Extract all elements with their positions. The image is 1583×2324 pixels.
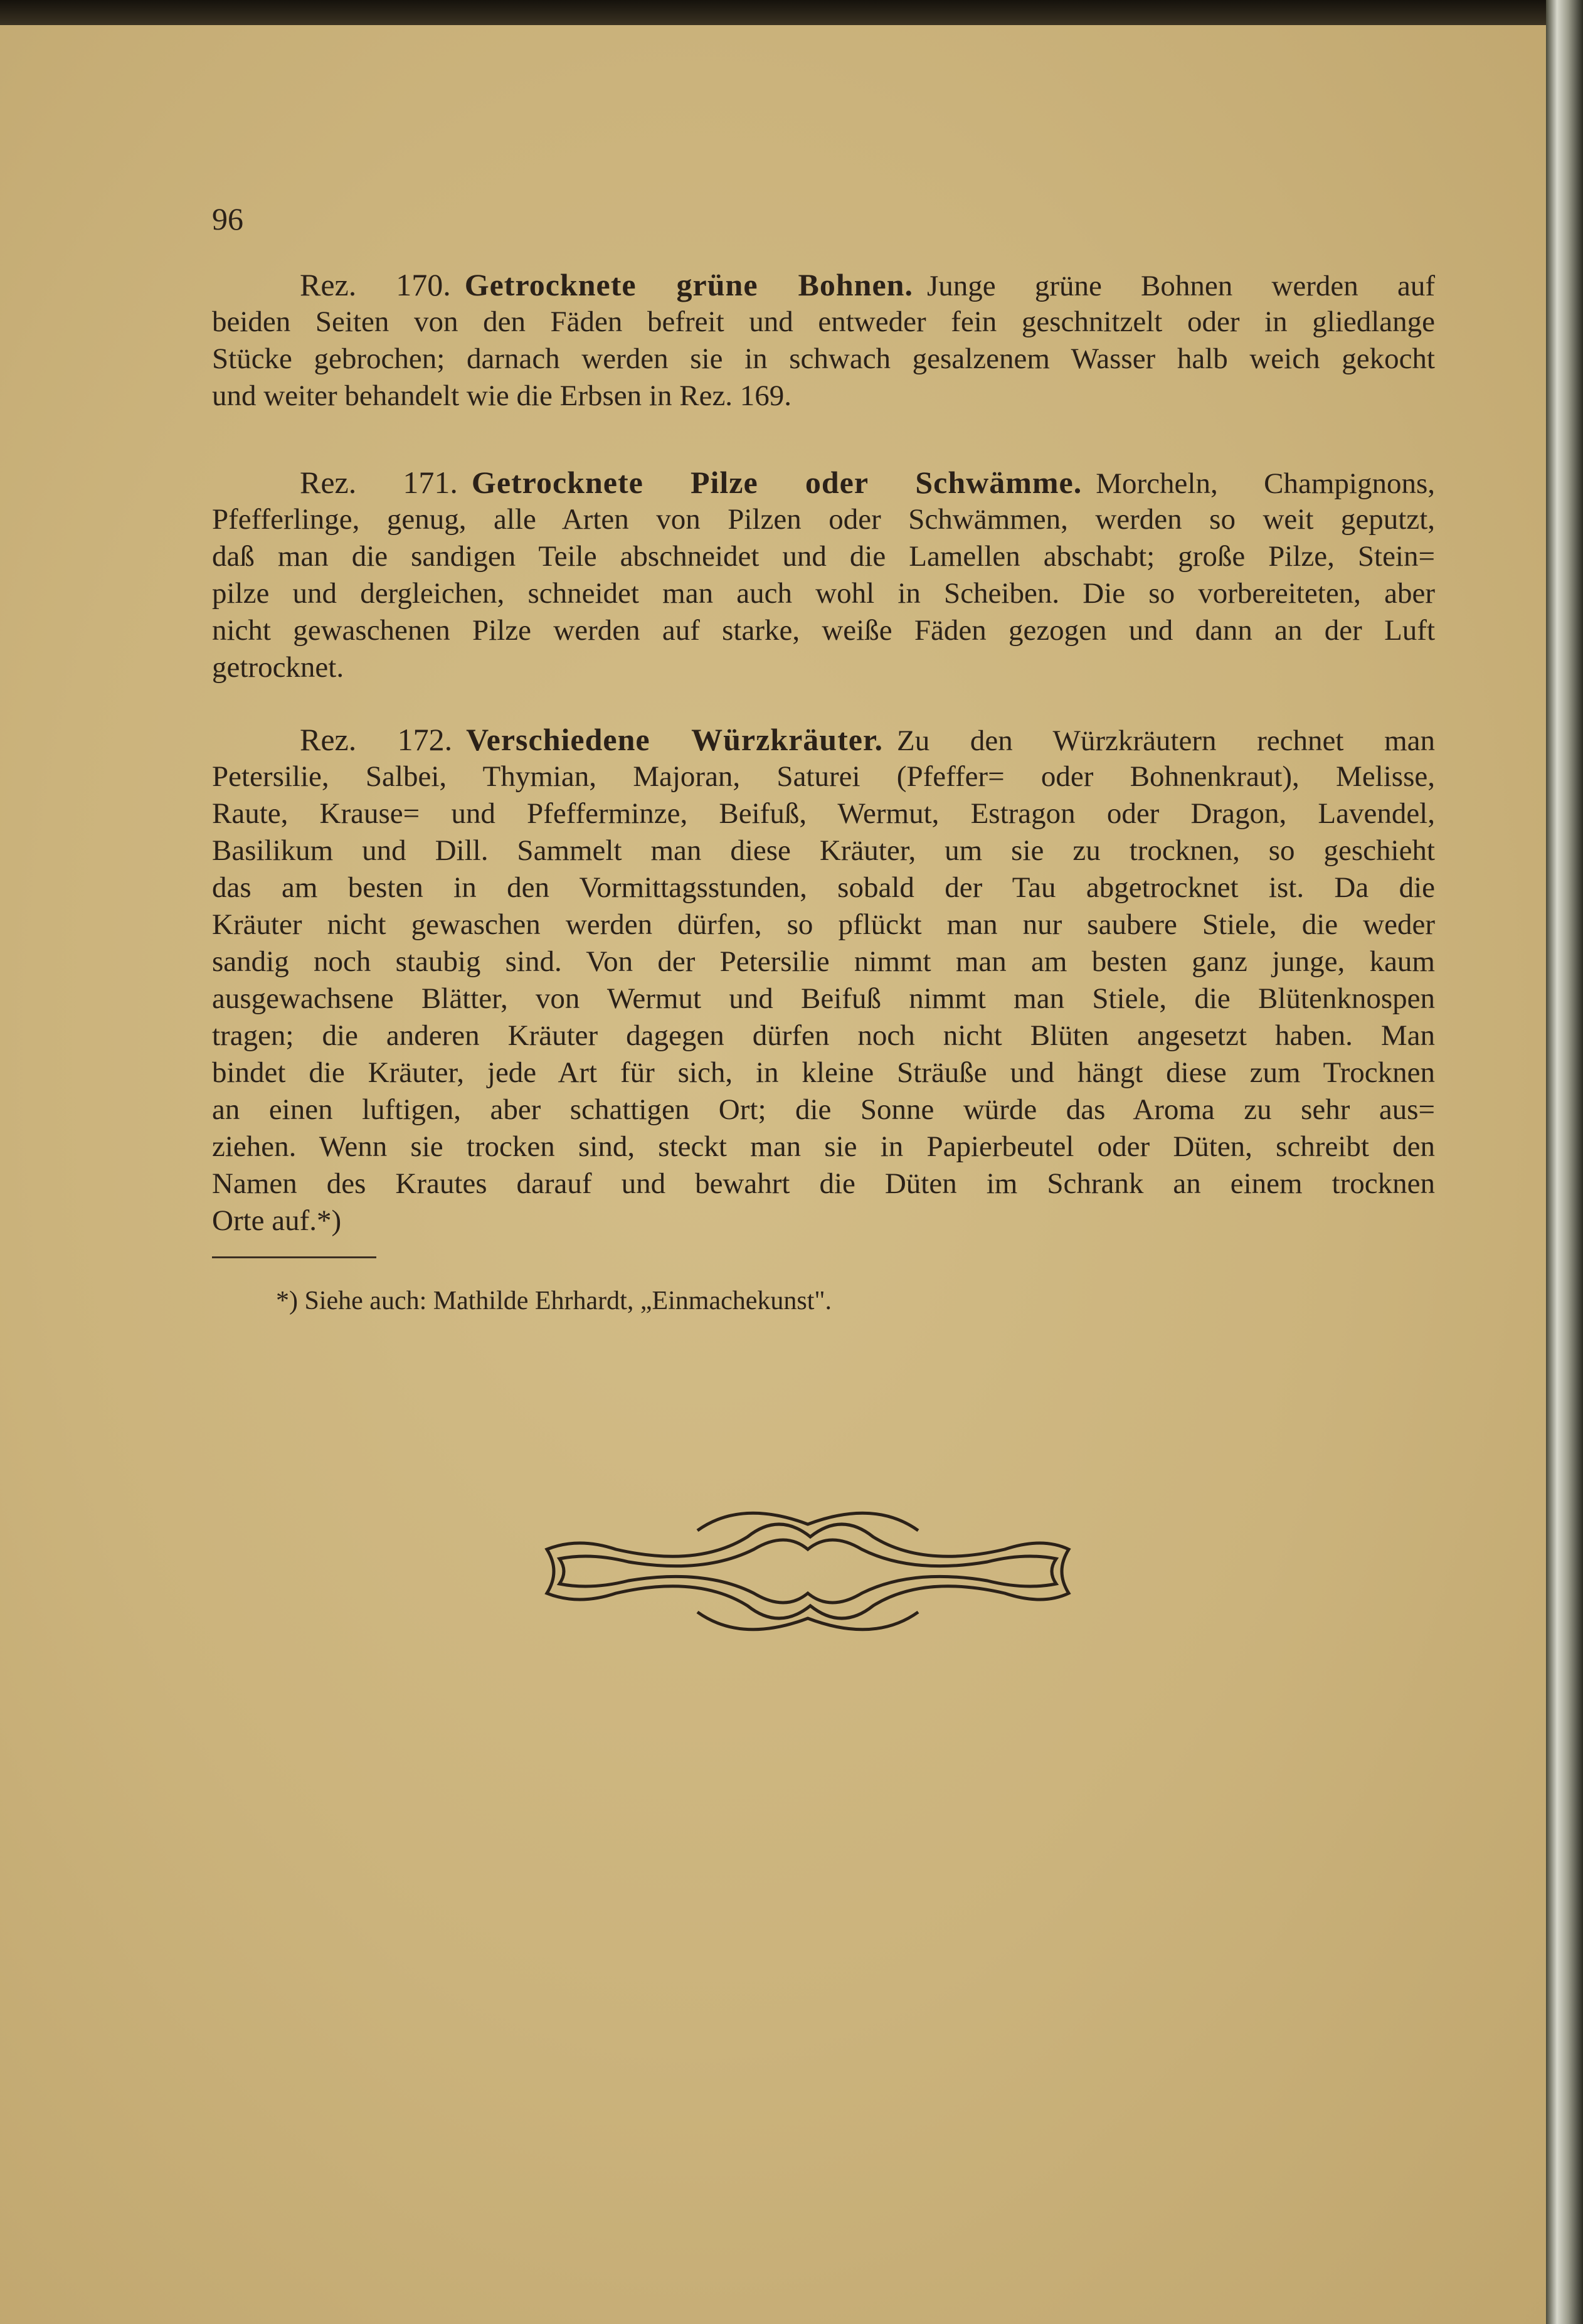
line-text: das am besten in den Vormittagsstunden, sobald der Tau abgetrocknet ist. Da die (212, 871, 1435, 904)
recipe-title: Verschiedene Würzkräuter. (466, 722, 884, 757)
text-line (212, 1017, 1435, 1054)
line-text: Orte auf.*) (212, 1204, 342, 1237)
line-text: Namen des Krautes darauf und bewahrt die Düten im Schrank an einem trocknen (212, 1167, 1435, 1200)
text-line (212, 575, 1435, 612)
line-text: und weiter behandelt wie die Erbsen in Rez. 169. (212, 379, 792, 412)
recipe-172 (212, 721, 1435, 1239)
footnote-rule (212, 1256, 376, 1258)
recipe-number: Rez. 170. (300, 267, 451, 302)
line-text: Pfefferlinge, genug, alle Arten von Pilzen oder Schwämmen, werden so weit geputzt, (212, 503, 1435, 536)
line-text: tragen; die anderen Kräuter dagegen dürfen noch nicht Blüten angesetzt haben. Man (212, 1019, 1435, 1052)
page-number: 96 (212, 201, 243, 236)
text-line (212, 464, 1435, 501)
recipe-title: Getrocknete grüne Bohnen. (464, 267, 913, 302)
line-text: Raute, Krause= und Pfefferminze, Beifuß, Wermut, Estragon oder Dragon, Lavendel, (212, 797, 1435, 830)
footnote: *) Siehe auch: Mathilde Ehrhardt, „Einmachekunst". (276, 1287, 832, 1315)
text-line (212, 538, 1435, 575)
text-line (212, 1128, 1435, 1165)
line-text: an einen luftigen, aber schattigen Ort; die Sonne würde das Aroma zu sehr aus= (212, 1093, 1435, 1126)
recipe-170 (212, 267, 1435, 415)
line-text: ziehen. Wenn sie trocken sind, steckt man sie in Papierbeutel oder Düten, schreibt den (212, 1130, 1435, 1163)
text-line (212, 1202, 1435, 1239)
line-text: beiden Seiten von den Fäden befreit und entweder fein geschnitzelt oder in gliedlange (212, 305, 1435, 338)
line-text: Basilikum und Dill. Sammelt man diese Kräuter, um sie zu trocknen, so geschieht (212, 834, 1435, 867)
recipe-title: Getrocknete Pilze oder Schwämme. (471, 465, 1083, 500)
text-line (212, 906, 1435, 943)
line-text: Junge grüne Bohnen werden auf (926, 270, 1436, 302)
line-text: Stücke gebrochen; darnach werden sie in schwach gesalzenem Wasser halb weich gekocht (212, 342, 1435, 375)
text-line (212, 612, 1435, 649)
text-line (212, 649, 1435, 686)
line-text: Zu den Würzkräutern rechnet man (897, 724, 1436, 757)
book-edge (1546, 0, 1583, 2324)
line-text: bindet die Kräuter, jede Art für sich, in kleine Sträuße und hängt diese zum Trocknen (212, 1056, 1435, 1089)
text-line (212, 1165, 1435, 1202)
line-text: pilze und dergleichen, schneidet man auch wohl in Scheiben. Die so vorbereiteten, aber (212, 577, 1435, 610)
recipe-number: Rez. 171. (300, 465, 458, 500)
text-line (212, 304, 1435, 341)
line-text: ausgewachsene Blätter, von Wermut und Beifuß nimmt man Stiele, die Blütenknospen (212, 982, 1435, 1015)
text-line (212, 869, 1435, 906)
text-line (212, 721, 1435, 758)
line-text: Morcheln, Champignons, (1096, 467, 1436, 500)
text-line (212, 267, 1435, 304)
text-line (212, 832, 1435, 869)
line-text: daß man die sandigen Teile abschneidet und die Lamellen abschabt; große Pilze, Stein= (212, 540, 1435, 573)
recipe-171 (212, 464, 1435, 686)
text-line (212, 341, 1435, 378)
recipe-number: Rez. 172. (300, 722, 453, 757)
text-line (212, 1091, 1435, 1128)
text-line (212, 795, 1435, 832)
text-line (212, 378, 1435, 415)
text-line (212, 980, 1435, 1017)
line-text: getrocknet. (212, 651, 344, 684)
line-text: nicht gewaschenen Pilze werden auf starke, weiße Fäden gezogen und dann an der Luft (212, 614, 1435, 647)
text-line (212, 943, 1435, 980)
text-line (212, 758, 1435, 795)
scan-top-border (0, 0, 1583, 25)
text-line (212, 1054, 1435, 1091)
line-text: Petersilie, Salbei, Thymian, Majoran, Saturei (Pfeffer= oder Bohnenkraut), Melisse, (212, 760, 1435, 793)
text-line (212, 501, 1435, 538)
line-text: Kräuter nicht gewaschen werden dürfen, so pflückt man nur saubere Stiele, die weder (212, 908, 1435, 941)
line-text: sandig noch staubig sind. Von der Petersilie nimmt man am besten ganz junge, kaum (212, 945, 1435, 978)
ornament-divider (541, 1499, 1075, 1643)
